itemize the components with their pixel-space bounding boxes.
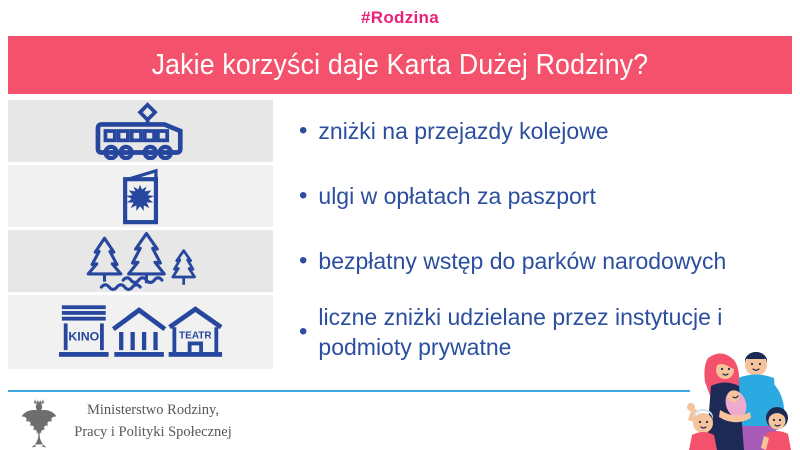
benefit-text-parks: bezpłatny wstęp do parków narodowych	[318, 247, 727, 274]
hashtag-label: #Rodzina	[361, 8, 439, 27]
benefit-row-rail	[8, 100, 792, 162]
benefits-list	[8, 100, 792, 369]
footer-divider	[8, 390, 690, 392]
tram-icon	[89, 102, 193, 160]
cinema-label: KINO	[67, 329, 99, 344]
benefit-text-passport: ulgi w opłatach za paszport	[318, 182, 596, 209]
benefit-text-institutions: liczne zniżki udzielane przez instytucje i podmioty prywatne	[318, 303, 723, 360]
icon-box-institutions	[8, 295, 273, 369]
passport-icon	[113, 166, 169, 226]
benefit-item-passport	[273, 165, 596, 227]
ministry-name	[68, 400, 238, 444]
benefit-row-parks	[8, 230, 792, 292]
theater-label: TEATR	[178, 330, 212, 342]
buildings-icon	[59, 303, 223, 361]
benefit-item-rail	[273, 100, 609, 162]
benefit-text-rail: zniżki na przejazdy kolejowe	[318, 117, 609, 144]
benefit-item-institutions	[273, 295, 753, 369]
icon-box-passport	[8, 165, 273, 227]
ministry-name-line1: Ministerstwo Rodziny,	[87, 402, 219, 419]
family-illustration	[684, 340, 800, 450]
ministry-logo-block	[18, 396, 238, 448]
trees-icon	[75, 232, 207, 291]
bullet-icon: •	[299, 182, 308, 209]
bullet-icon: •	[299, 247, 308, 274]
icon-box-parks	[8, 230, 273, 292]
icon-box-rail	[8, 100, 273, 162]
ministry-name-line2: Pracy i Polityki Społecznej	[74, 424, 232, 440]
title-banner	[8, 36, 792, 94]
benefit-item-parks	[273, 230, 726, 292]
benefit-row-institutions	[8, 295, 792, 369]
bullet-icon: •	[299, 117, 308, 144]
page-title: Jakie korzyści daje Karta Dużej Rodziny?	[151, 48, 649, 81]
bullet-icon: •	[299, 318, 308, 345]
polish-eagle-icon	[18, 396, 60, 448]
benefit-row-passport	[8, 165, 792, 227]
